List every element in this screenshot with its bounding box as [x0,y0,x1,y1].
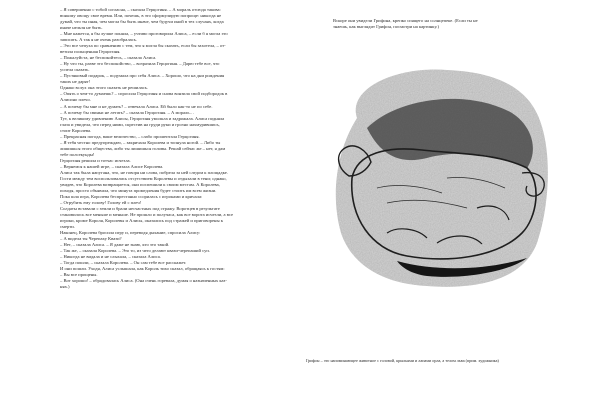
text-line: Герцогиня решила и тотчас исчезла. [60,157,131,163]
text-line: Гости между тем воспользовались отсутствием Королевы и отдыхали в тени; однако, [60,175,227,181]
text-line: – Я тебя честно предупреждаю, – закричала Королева и топнула ногой. – Либо ты [60,139,221,145]
text-line: Наконец, Королева бросила игру и, переводя дыхание, спросила Алису: [60,230,201,236]
illustration-caption: Грифон – это напоминающее животное с головой, крыльями и лапами орла, а телом льва (прим. художника) [306,358,499,363]
text-line: глаза и увидела, что перед ними, скрестив на груди руки и грозно нахмурившись, [60,121,220,127]
text-line: – Вы все прощены. [60,272,98,278]
text-line: – Отрубить ему голову! Голову ей с плеч! [60,200,142,205]
text-line: иначе нельзя не быть. [60,25,103,31]
text-line: – А видела ты Черепаху Квази? [60,236,122,242]
text-line: – А почему бы мне и не думать? – отвечала Алиса. Ей было как-то не по себе. [60,103,213,109]
text-line: нях.) [60,284,70,290]
text-line: – Вот хорошо! – обрадовалась Алиса. (Она очень горевала, думая о назначенных каз- [60,278,227,284]
text-line: – Опять о чем-то думаешь? – спросила Герцогиня и снова вонзила свой подбородок в [60,91,228,97]
text-line: – Ну что ты, разве это беспокойство, – возразила Герцогиня. – Дарю тебе все, что [60,61,220,67]
text-line: Алисино плечо. [60,97,91,103]
griffin-illustration [327,58,557,293]
text-line: – Пожалуйста, не беспокойтесь, – сказала Алиса. [60,55,157,61]
text-line: тебе полсекунды! [60,151,95,157]
text-line: Солдаты вставали с земли и брали несчастных под стражу. Воротцев в результате [60,206,220,212]
text-line: таких не дарят! [60,79,91,85]
text-line: – Мне кажется, я бы лучше поняла, – учтиво проговорила Алиса, – если б я могла это [60,31,228,37]
text-line: увидев, что Королева возвращается, они поспешили к своим местам. А Королева, [60,181,220,187]
text-line: игроки, кроме Короля, Королевы и Алисы, оказались под стражей и приговорены к [60,218,223,224]
text-line: ветила польщенная Герцогиня. [60,49,121,55]
text-line: – Вернемся к нашей игре, – сказала Алисе Королева. [60,163,164,169]
text-line: смерти. [60,224,75,230]
text-line: Однако вслух она этого сказать не решилась. [60,85,148,91]
intro-paragraph: Вскоре они увидели Грифона, крепко спящего на солнцепеке. (Если ты не знаешь, как выглядит Грифон, посмотри на картинку.) [333,18,478,29]
text-line: – Пустяковый подарок, – подумала про себя Алиса. – Хорошо, что на дни рождения [60,73,225,79]
text-line: – Я совершенно с тобой согласна, – сказала Герцогиня. – А мораль отсюда такова: [60,7,221,12]
text-line: лишишься этого общества, либо ты лишишься головы. Решай сейчас же – нет, я дам [60,145,226,151]
text-line: – Это все чепуха по сравнению с тем, что я могла бы сказать, если бы захотела, – от- [60,43,226,49]
text-line: – А почему бы свиньи не летать? – сказала Герцогиня. – А мораль… [60,109,195,115]
text-line: – Тогда пошли, – сказала Королева. – Он сам тебе все расскажет. [60,260,187,266]
text-line: становилось все меньше и меньше. Не прошло и получаса, как все ворота исчезли, а все [60,212,234,218]
text-line: записать. А так я не очень разобралась. [60,37,137,43]
text-line: Пока шла игра, Королева беспрестанно ссорилась с игроками и кричала: [60,193,203,199]
text-line: думай, что ты иная, чем могла бы быть иначе, чем будучи иной в тех случаях, когда [60,19,224,25]
text-line: – Никогда не видала и не слыхала, – сказала Алиса. [60,254,161,260]
text-line: походя, просто объявила, что минута промедления будет стоить им всем жизни. [60,187,217,193]
text-line: Алиса так была напугана, что, не говоря ни слова, побрела за ней следом к площадке. [60,169,228,175]
text-line: – Нет, – сказала Алиса. – Я даже не знаю, кто это такой. [60,242,170,248]
text-line: всякому овощу свое время. Или, почешь, в это сформулирую попроще: никогда не [60,13,222,19]
text-line: стоит Королева. [60,127,92,133]
text-line: – Так же, – сказала Королева. – Это то, из чего делают квази-черепаший суп. [60,248,210,254]
text-line: Тут, к великому удивлению Алисы, Герцогиня умолкла и задрожала. Алиса подняла [60,115,225,121]
text-line: успела сказать. [60,67,90,73]
left-text-column [60,7,293,290]
text-line: И они пошли. Уходя, Алиса услышала, как Король тихо сказал, обращаясь к гостям: [60,266,225,272]
text-line: – Прекрасная погода, ваше величество, – слабо прошептала Герцогиня. [60,133,200,139]
